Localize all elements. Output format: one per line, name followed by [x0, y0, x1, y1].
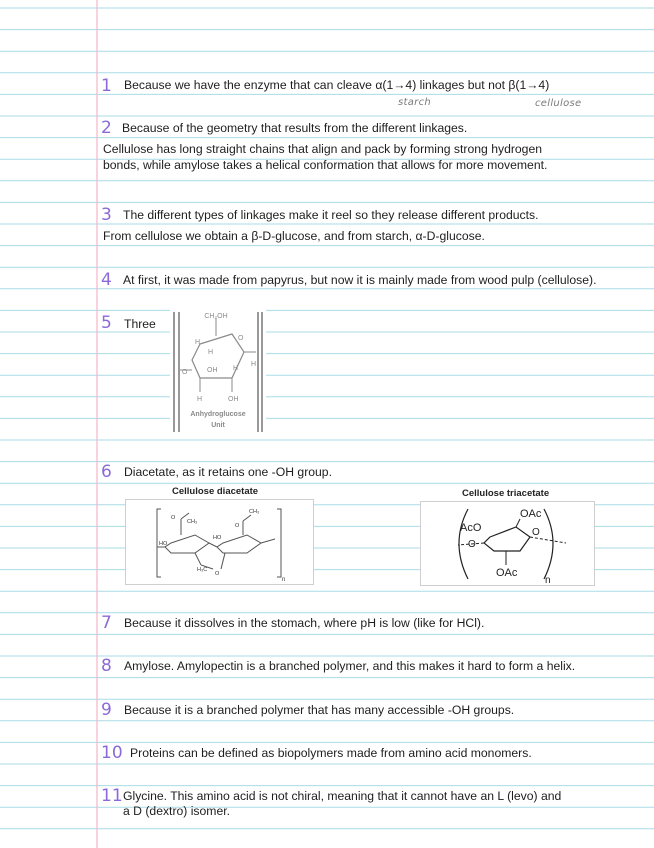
answer-number: 9 — [101, 700, 112, 720]
answer-text: a D (dextro) isomer. — [123, 804, 231, 818]
answer-number: 7 — [101, 613, 112, 633]
answer-text: Because it is a branched polymer that has many accessible -OH groups. — [124, 703, 515, 717]
h-label: H — [195, 339, 201, 346]
ch3-label: CH₃ — [187, 519, 198, 525]
repeat-n-label: n — [282, 577, 286, 583]
answer-number: 6 — [101, 462, 112, 482]
oac-label: OAc — [520, 508, 542, 520]
figure-title: Cellulose triacetate — [462, 488, 550, 499]
aco-label: AcO — [460, 522, 482, 534]
o-label: O — [468, 539, 476, 550]
ring-o-label: O — [238, 335, 244, 342]
o-label: O — [215, 571, 220, 577]
answer-text: bonds, while amylose takes a helical conformation that allows for more movement. — [103, 158, 548, 172]
oh-label: OH — [228, 396, 239, 403]
answer-text: From cellulose we obtain a β-D-glucose, and from starch, α-D-glucose. — [103, 229, 485, 243]
answer-number: 4 — [101, 270, 112, 290]
answer-text: Because we have the enzyme that can cleave α(1→4) linkages but not β(1→4) — [124, 78, 550, 92]
h-label: H — [197, 396, 203, 403]
oac-label: OAc — [496, 567, 518, 579]
figure-caption: Anhydroglucose — [190, 411, 246, 418]
figure-caption: Unit — [211, 422, 225, 429]
answer-text: Cellulose has long straight chains that align and pack by forming strong hydrogen — [103, 142, 543, 156]
ch3-label: CH₃ — [249, 509, 260, 515]
answer-text: Because of the geometry that results from the different linkages. — [122, 121, 468, 135]
cellulose-diacetate-structure — [125, 499, 314, 585]
answer-text: Three — [124, 317, 156, 331]
answer-number: 10 — [101, 743, 123, 763]
answer-number: 1 — [101, 76, 112, 96]
handwritten-annotation: starch — [398, 97, 432, 108]
figure-title: Cellulose diacetate — [172, 486, 259, 497]
answer-number: 3 — [101, 205, 112, 225]
answer-text: Diacetate, as it retains one -OH group. — [124, 465, 332, 479]
o-label: O — [171, 515, 176, 521]
answer-text: At first, it was made from papyrus, but now it is mainly made from wood pulp (cellulose). — [123, 273, 597, 287]
answer-number: 11 — [101, 786, 123, 806]
ch2oh-label: CH₂OH — [204, 313, 228, 320]
answer-text: Amylose. Amylopectin is a branched polymer, and this makes it hard to form a helix. — [124, 659, 576, 673]
answer-text: Glycine. This amino acid is not chiral, meaning that it cannot have an L (levo) and — [123, 789, 562, 803]
cellulose-triacetate-structure — [420, 501, 595, 586]
o-label: O — [532, 527, 540, 538]
answer-number: 5 — [101, 313, 112, 333]
answer-text: Proteins can be defined as biopolymers made from amino acid monomers. — [130, 746, 532, 760]
h-label: H — [251, 361, 257, 368]
h-label: H — [233, 365, 239, 372]
anhydroglucose-structure — [170, 308, 266, 436]
repeat-n-label: n — [545, 575, 551, 586]
o-label: O — [182, 369, 188, 376]
h3c-label: H₃C — [197, 567, 208, 573]
answer-number: 2 — [101, 118, 112, 138]
oh-label: OH — [207, 367, 218, 374]
ho-label: HO — [159, 541, 168, 547]
handwritten-annotation: cellulose — [535, 98, 582, 109]
h-label: H — [208, 349, 214, 356]
answer-text: Because it dissolves in the stomach, where pH is low (like for HCl). — [124, 616, 485, 630]
ho-label: HO — [213, 535, 222, 541]
o-label: O — [235, 523, 240, 529]
answer-number: 8 — [101, 656, 112, 676]
answer-text: The different types of linkages make it reel so they release different products. — [123, 208, 539, 222]
